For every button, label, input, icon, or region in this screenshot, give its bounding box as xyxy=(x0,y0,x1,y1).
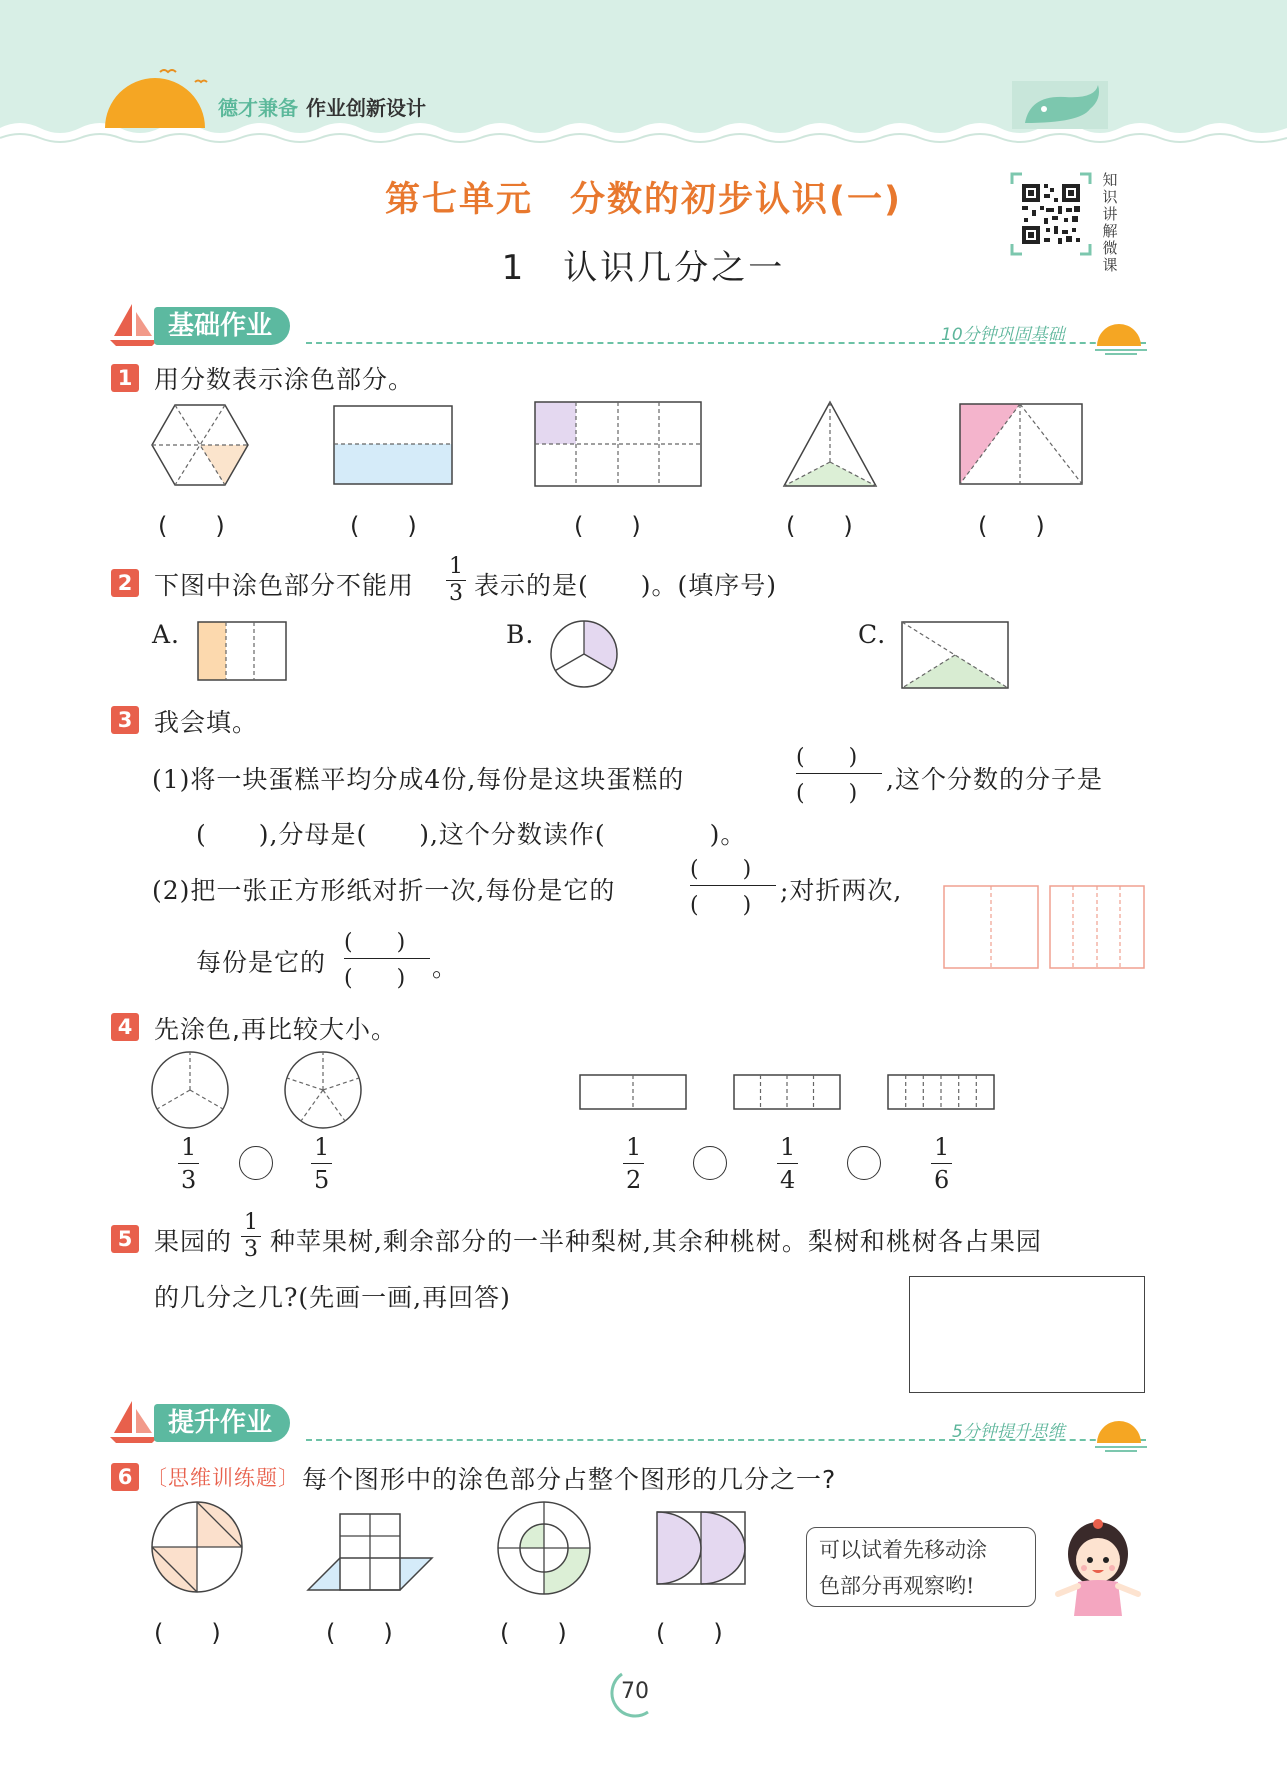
fraction-numerator: 1 xyxy=(311,1131,332,1164)
q1-hexagon-figure xyxy=(148,400,253,490)
question-2-text-before: 下图中涂色部分不能用 xyxy=(154,571,415,600)
option-b-label: B. xyxy=(506,620,535,649)
q4-rect-quarters[interactable] xyxy=(732,1073,842,1111)
question-2-text-after: 表示的是( )。(填序号) xyxy=(474,571,778,600)
brand-green-text: 德才兼备 xyxy=(218,96,298,120)
fraction-denominator: 5 xyxy=(314,1166,330,1194)
q4-rect-halves[interactable] xyxy=(578,1073,688,1111)
fraction-numerator: 1 xyxy=(178,1131,199,1164)
q3-part1-text-a: (1)将一块蛋糕平均分成4份,每份是这块蛋糕的 xyxy=(152,765,685,794)
q6-parallelogram-figure xyxy=(306,1510,434,1592)
whale-icon xyxy=(1010,75,1110,130)
question-number: 4 xyxy=(111,1013,139,1041)
q5-text-a: 果园的 xyxy=(154,1227,233,1256)
question-3-text: 我会填。 xyxy=(154,708,259,737)
q5-text-c: 的几分之几?(先画一画,再回答) xyxy=(154,1283,511,1312)
sailboat-icon xyxy=(108,302,160,348)
section-advanced-note: 5分钟提升思维 xyxy=(952,1422,1065,1442)
q3-part1-text-c: ( ),分母是( ),这个分数读作( )。 xyxy=(196,820,747,849)
drawing-area[interactable] xyxy=(909,1276,1145,1393)
fraction xyxy=(311,1131,332,1196)
q1-square-triangles-figure xyxy=(958,402,1084,486)
fraction-bar xyxy=(690,885,776,886)
question-6-text: 每个图形中的涂色部分占整个图形的几分之一? xyxy=(302,1465,837,1494)
answer-blank[interactable]: ( ) xyxy=(154,1619,221,1647)
fraction-blank-numerator[interactable]: ( ) xyxy=(690,857,752,882)
question-1-text: 用分数表示涂色部分。 xyxy=(154,365,415,394)
fraction-blank-denominator[interactable]: ( ) xyxy=(690,893,752,918)
unit-title: 第七单元 分数的初步认识(一) xyxy=(385,180,902,220)
fraction-numerator: 1 xyxy=(241,1210,261,1237)
fraction-numerator: 1 xyxy=(931,1131,952,1164)
fraction-denominator: 6 xyxy=(934,1166,950,1194)
answer-blank[interactable]: ( ) xyxy=(656,1619,723,1647)
fraction xyxy=(178,1131,199,1196)
compare-circle[interactable] xyxy=(693,1146,727,1180)
q4-circle-thirds[interactable] xyxy=(150,1050,230,1130)
fraction-blank-numerator[interactable]: ( ) xyxy=(796,745,858,770)
fraction xyxy=(623,1131,644,1196)
q3-part2-period: 。 xyxy=(432,953,459,982)
q6-tag: 〔思维训练题〕 xyxy=(146,1466,300,1490)
fraction-blank[interactable] xyxy=(344,925,430,992)
sunset-icon xyxy=(1093,314,1149,356)
compare-circle[interactable] xyxy=(847,1146,881,1180)
q6-circle-figure xyxy=(150,1500,244,1594)
option-c-label: C. xyxy=(858,620,887,649)
fraction-numerator: 1 xyxy=(446,554,466,581)
fraction-blank-denominator[interactable]: ( ) xyxy=(796,781,858,806)
lesson-title: 1 认识几分之一 xyxy=(501,248,786,288)
fraction xyxy=(777,1131,798,1196)
fraction-bar xyxy=(344,958,430,959)
answer-blank[interactable]: ( ) xyxy=(326,1619,393,1647)
option-c-figure xyxy=(900,620,1010,690)
question-number: 3 xyxy=(111,706,139,734)
option-b-figure xyxy=(548,618,620,690)
section-basic-note: 10分钟巩固基础 xyxy=(941,325,1065,345)
question-number: 2 xyxy=(111,569,139,597)
fraction-denominator: 4 xyxy=(780,1166,796,1194)
fraction-blank[interactable] xyxy=(796,740,882,807)
qr-code-icon[interactable] xyxy=(1010,172,1092,256)
sunset-icon xyxy=(1093,1411,1149,1453)
fraction-denominator: 3 xyxy=(449,581,463,606)
brand-title xyxy=(218,92,426,121)
fraction-blank[interactable] xyxy=(690,852,776,919)
q3-part2-text-a: (2)把一张正方形纸对折一次,每份是它的 xyxy=(152,876,616,905)
answer-blank[interactable]: ( ) xyxy=(574,512,641,540)
sun-icon xyxy=(100,60,210,130)
q6-semicircles-figure xyxy=(655,1510,747,1586)
fraction xyxy=(446,554,466,607)
hint-bubble xyxy=(806,1527,1036,1607)
question-number: 1 xyxy=(111,364,139,392)
section-advanced-tag: 提升作业 xyxy=(154,1404,290,1442)
answer-blank[interactable]: ( ) xyxy=(786,512,853,540)
question-number: 6 xyxy=(111,1463,139,1491)
fraction-numerator: 1 xyxy=(777,1131,798,1164)
fraction-numerator: 1 xyxy=(623,1131,644,1164)
hint-line-1: 可以试着先移动涂 xyxy=(819,1538,987,1562)
fraction-bar xyxy=(796,773,882,774)
hint-line-2: 色部分再观察哟! xyxy=(819,1574,975,1598)
page-number: 70 xyxy=(621,1679,649,1704)
fraction-denominator: 3 xyxy=(244,1237,258,1262)
option-a-figure xyxy=(196,620,288,682)
fraction-blank-denominator[interactable]: ( ) xyxy=(344,966,406,991)
q4-circle-fifths[interactable] xyxy=(283,1050,363,1130)
q1-grid-figure xyxy=(533,400,703,488)
q3-part2-text-c: 每份是它的 xyxy=(196,948,327,977)
option-a-label: A. xyxy=(152,620,181,649)
fraction xyxy=(931,1131,952,1196)
compare-circle[interactable] xyxy=(239,1146,273,1180)
answer-blank[interactable]: ( ) xyxy=(500,1619,567,1647)
fraction xyxy=(241,1210,261,1263)
qr-label: 知识讲解微课 xyxy=(1102,171,1118,274)
girl-mascot-icon xyxy=(1050,1516,1146,1620)
answer-blank[interactable]: ( ) xyxy=(158,512,225,540)
q6-ring-figure xyxy=(496,1500,592,1596)
q5-text-b: 种苹果树,剩余部分的一半种梨树,其余种桃树。梨树和桃树各占果园 xyxy=(270,1227,1042,1256)
section-basic-tag: 基础作业 xyxy=(154,307,290,345)
q3-part1-text-b: ,这个分数的分子是 xyxy=(886,765,1103,794)
fraction-blank-numerator[interactable]: ( ) xyxy=(344,930,406,955)
question-4-text: 先涂色,再比较大小。 xyxy=(154,1015,397,1044)
fraction-denominator: 2 xyxy=(626,1166,642,1194)
q1-triangle-figure xyxy=(780,400,880,488)
sailboat-icon xyxy=(108,1399,160,1445)
answer-blank[interactable]: ( ) xyxy=(350,512,417,540)
q4-rect-sixths[interactable] xyxy=(886,1073,996,1111)
fraction-denominator: 3 xyxy=(181,1166,197,1194)
q3-folded-paper-figure xyxy=(942,884,1148,970)
q3-part2-text-b: ;对折两次, xyxy=(780,876,903,905)
answer-blank[interactable]: ( ) xyxy=(978,512,1045,540)
question-number: 5 xyxy=(111,1225,139,1253)
brand-dark-text: 作业创新设计 xyxy=(306,96,426,120)
page-header xyxy=(0,0,1287,150)
q1-rectangle-figure xyxy=(332,404,454,486)
